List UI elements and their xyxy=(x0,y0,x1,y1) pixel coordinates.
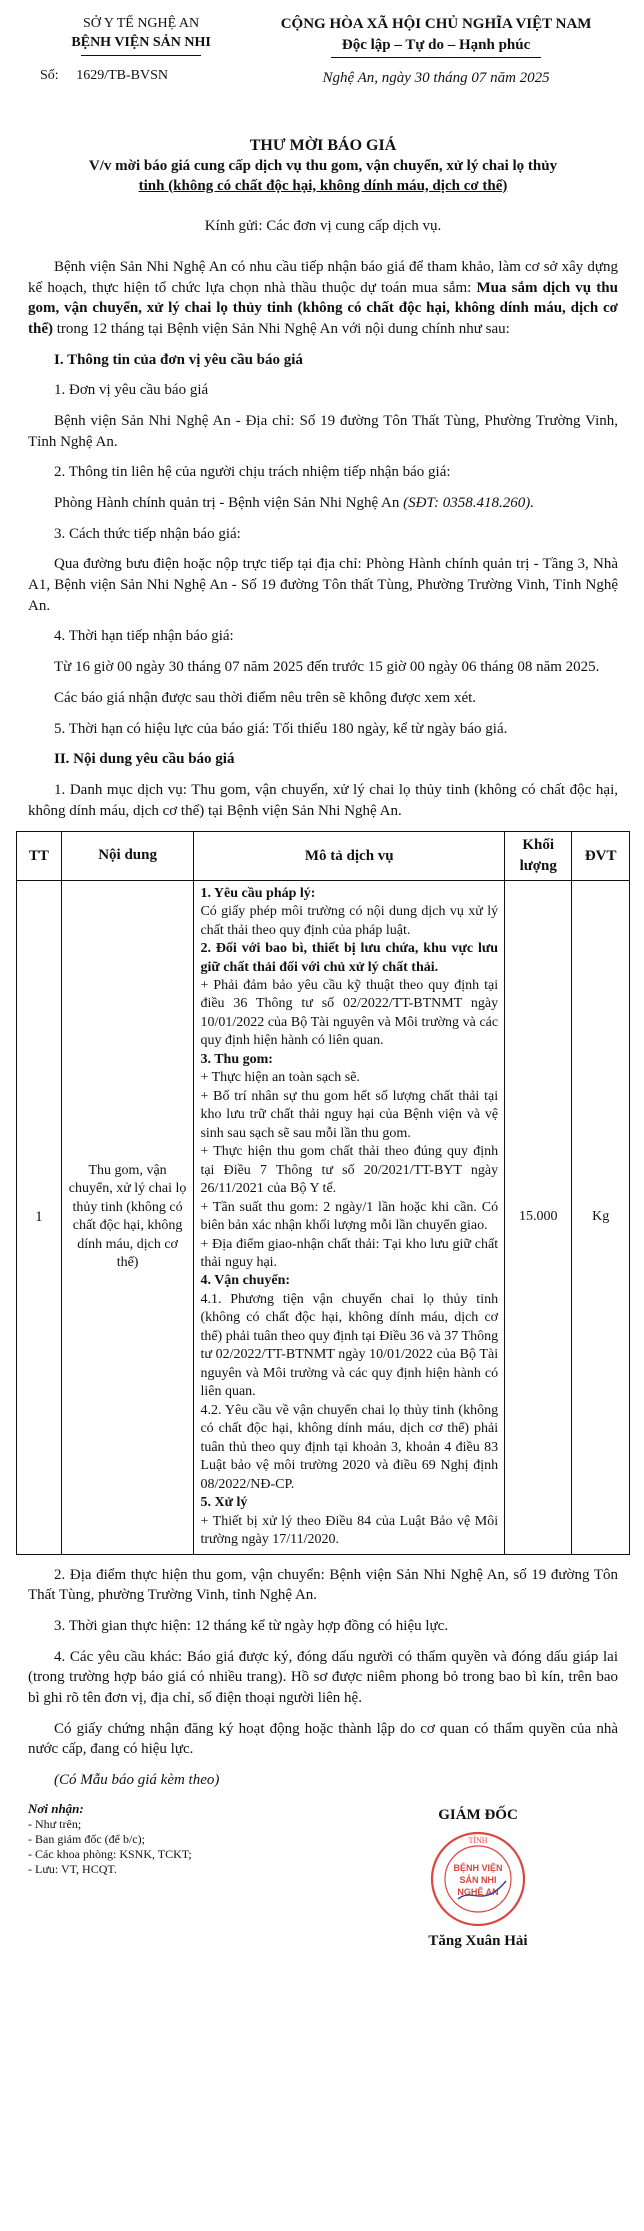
certificate-requirement: Có giấy chứng nhận đăng ký hoạt động hoặc thành lập do cơ quan có thẩm quyền của nhà nước cấp, đang có hiệu lực. xyxy=(28,1720,618,1758)
desc-collection-e: + Địa điểm giao-nhận chất thải: Tại kho lưu giữ chất thải nguy hại. xyxy=(200,1236,499,1271)
section-1-item-4-label: 4. Thời hạn tiếp nhận báo giá: xyxy=(54,628,234,645)
desc-heading-collection: 3. Thu gom: xyxy=(200,1051,273,1067)
header-content: Nội dung xyxy=(61,832,194,880)
section-2-item-4-text: 4. Các yêu cầu khác: Báo giá được ký, đóng dấu người có thẩm quyền và đóng dấu giáp lai (trong trường hợp báo giá có nhiều trang). Hồ sơ được niêm phong bỏ trong bao bì kín, trên bao bì ghi rõ tên đơn vị, địa chỉ, số điện thoại người liên hệ. xyxy=(28,1648,618,1706)
document-footer xyxy=(28,1801,618,1952)
header-description: Mô tả dịch vụ xyxy=(194,832,505,880)
desc-transport-b: 4.2. Yêu cầu về vận chuyển chai lọ thủy tinh (không có chất độc hại, không dính máu, dịch cơ thể) phải tuân thủ theo quy định tại khoản 3, khoản 4 điều 83 Luật bảo vệ môi trường 2020 và điều 69 Nghị định 08/2022/NĐ-CP. xyxy=(200,1402,499,1492)
intro-text-2: trong 12 tháng tại Bệnh viện Sản Nhi Nghệ An với nội dung chính như sau: xyxy=(53,320,510,337)
desc-collection-b: + Bố trí nhân sự thu gom hết số lượng chất thải tại kho lưu trữ chất thải nguy hại của Bệnh viện và vệ sinh sau sạch sẽ sau mỗi lần thu gom. xyxy=(200,1088,499,1141)
desc-treatment-text: + Thiết bị xử lý theo Điều 84 của Luật Bảo vệ Môi trường ngày 17/11/2020. xyxy=(200,1513,499,1548)
row-unit: Kg xyxy=(572,880,630,1554)
section-1-item-1-text: Bệnh viện Sản Nhi Nghệ An - Địa chỉ: Số 19 đường Tôn Thất Tùng, Phường Trường Vinh, Tỉnh Nghệ An. xyxy=(28,412,618,450)
national-motto: Độc lập – Tự do – Hạnh phúc xyxy=(341,36,531,53)
document-subject xyxy=(28,157,618,196)
recipient-item: - Các khoa phòng: KSNK, TCKT; xyxy=(28,1846,192,1861)
service-table xyxy=(16,831,630,1554)
section-1-item-2-label: 2. Thông tin liên hệ của người chịu trách nhiệm tiếp nhận báo giá: xyxy=(54,464,451,481)
contact-phone: (SĐT: 0358.418.260). xyxy=(403,495,534,512)
country-name: CỘNG HÒA XÃ HỘI CHỦ NGHĨA VIỆT NAM xyxy=(280,16,592,32)
section-2-item-3-text: 3. Thời gian thực hiện: 12 tháng kể từ ngày hợp đồng có hiệu lực. xyxy=(54,1617,449,1634)
table-row xyxy=(17,880,630,1554)
intro-paragraph xyxy=(28,257,618,340)
section-1-item-3-label: 3. Cách thức tiếp nhận báo giá: xyxy=(54,525,241,542)
row-quantity: 15.000 xyxy=(505,880,572,1554)
section-1-item-4-note: Các báo giá nhận được sau thời điểm nêu trên sẽ không được xem xét. xyxy=(54,689,477,706)
header-unit: ĐVT xyxy=(572,832,630,880)
recipient-item: - Như trên; xyxy=(28,1816,82,1831)
recipients-block xyxy=(28,1801,278,1952)
desc-packaging-text: + Phải đảm bảo yêu cầu kỹ thuật theo quy định tại điều 36 Thông tư số 02/2022/TT-BTNMT ngày 10/01/2022 của Bộ Tài nguyên và Môi trường và các quy định hiện hành có liên quan. xyxy=(200,977,499,1049)
section-1-item-5-text: 5. Thời hạn có hiệu lực của báo giá: Tối thiểu 180 ngày, kể từ ngày báo giá. xyxy=(54,720,508,737)
national-header xyxy=(254,14,618,89)
desc-collection-a: + Thực hiện an toàn sạch sẽ. xyxy=(200,1070,360,1086)
agency-underline xyxy=(81,55,201,56)
section-1-item-4-text: Từ 16 giờ 00 ngày 30 tháng 07 năm 2025 đến trước 15 giờ 00 ngày 06 tháng 08 năm 2025. xyxy=(54,659,600,676)
section-1-item-1-label: 1. Đơn vị yêu cầu báo giá xyxy=(54,382,209,399)
document-title: THƯ MỜI BÁO GIÁ xyxy=(249,137,397,155)
desc-heading-legal: 1. Yêu cầu pháp lý: xyxy=(200,885,316,901)
recipients-heading: Nơi nhận: xyxy=(28,1800,84,1816)
section-1-item-2-text xyxy=(28,493,618,514)
agency-parent: SỞ Y TẾ NGHỆ AN xyxy=(83,16,200,31)
agency-name: BỆNH VIỆN SẢN NHI xyxy=(71,35,211,51)
document-number-label: Số: xyxy=(40,67,59,83)
desc-legal-text: Có giấy phép môi trường có nội dung dịch vụ xử lý chất thải theo quy định của pháp luật. xyxy=(200,904,499,938)
recipient-item: - Lưu: VT, HCQT. xyxy=(28,1861,117,1876)
signer-role: GIÁM ĐỐC xyxy=(438,1806,518,1823)
header-tt: TT xyxy=(17,832,62,880)
subject-line-2: tinh (không có chất độc hại, không dính máu, dịch cơ thể) xyxy=(138,177,508,194)
section-1-heading: I. Thông tin của đơn vị yêu cầu báo giá xyxy=(54,351,303,368)
svg-text:TỈNH: TỈNH xyxy=(468,1836,488,1846)
header-quantity xyxy=(505,832,572,880)
header-quantity-line-2: lượng xyxy=(519,857,557,874)
section-2-item-1-text: 1. Danh mục dịch vụ: Thu gom, vận chuyển, xử lý chai lọ thủy tinh (không có chất độc hại, không dính máu, dịch cơ thể) tại Bệnh viện Sản Nhi Nghệ An. xyxy=(28,781,618,819)
signature-block xyxy=(338,1801,618,1952)
signer-name: Tăng Xuân Hải xyxy=(428,1933,528,1950)
desc-transport-a: 4.1. Phương tiện vận chuyển chai lọ thủy tinh (không có chất độc hại, không dính máu, dịch cơ thể) phải tuân theo quy định tại Điều 36 và 37 Thông tư 02/2022/TT-BTNMT ngày 10/01/2022 của Bộ Tài nguyên và Môi trường và các quy định hiện hành có liên quan. xyxy=(200,1291,499,1400)
section-2-heading: II. Nội dung yêu cầu báo giá xyxy=(54,751,235,768)
section-1-item-3-text: Qua đường bưu điện hoặc nộp trực tiếp tại địa chỉ: Phòng Hành chính quản trị - Tầng 3, Nhà A1, Bệnh viện Sản Nhi Nghệ An - Số 19 đường Tôn thất Tùng, Phường Trường Vinh, Tỉnh Nghệ An. xyxy=(28,556,618,614)
document-header xyxy=(28,14,618,89)
svg-text:BỆNH VIỆN: BỆNH VIỆN xyxy=(453,1863,503,1874)
document-number-value: 1629/TB-BVSN xyxy=(76,67,168,83)
desc-heading-treatment: 5. Xử lý xyxy=(200,1495,248,1511)
recipient-item: - Ban giám đốc (để b/c); xyxy=(28,1831,145,1846)
greeting: Kính gửi: Các đơn vị cung cấp dịch vụ. xyxy=(204,218,442,235)
official-seal xyxy=(428,1829,528,1929)
contact-department: Phòng Hành chính quản trị - Bệnh viện Sản Nhi Nghệ An xyxy=(54,495,404,512)
place-and-date: Nghệ An, ngày 30 tháng 07 năm 2025 xyxy=(322,70,550,87)
motto-underline xyxy=(331,57,541,58)
svg-text:NGHỆ AN: NGHỆ AN xyxy=(457,1887,499,1898)
desc-heading-packaging: 2. Đối với bao bì, thiết bị lưu chứa, khu vực lưu giữ chất thải đối với chủ xử lý chất thải. xyxy=(200,941,499,975)
header-quantity-line-1: Khối xyxy=(522,837,555,854)
desc-collection-d: + Tần suất thu gom: 2 ngày/1 lần hoặc khi cần. Có biên bản xác nhận khối lượng mỗi lần chuyển giao. xyxy=(200,1199,499,1234)
document-number xyxy=(28,66,254,85)
attachment-note: (Có Mẫu báo giá kèm theo) xyxy=(54,1772,220,1789)
row-tt: 1 xyxy=(17,880,62,1554)
intro-text-1: Bệnh viện Sản Nhi Nghệ An có nhu cầu tiếp nhận báo giá để tham khảo, làm cơ sở xây dựng kế hoạch, thực hiện tổ chức lựa chọn nhà thầu thuộc dự toán mua sắm: xyxy=(28,258,618,296)
table-header-row xyxy=(17,832,630,880)
issuing-agency xyxy=(28,14,254,89)
section-2-item-2-text: 2. Địa điểm thực hiện thu gom, vận chuyển: Bệnh viện Sản Nhi Nghệ An, số 19 đường Tôn Thất Tùng, phường Trường Vinh, tỉnh Nghệ An. xyxy=(28,1566,618,1604)
seal-graphic xyxy=(428,1829,528,1929)
intro-procurement-name: Mua sắm dịch vụ thu gom, vận chuyển, xử lý chai lọ thủy tinh (không có chất độc hại, không dính máu, dịch cơ thể) xyxy=(28,279,618,337)
desc-heading-transport: 4. Vận chuyển: xyxy=(200,1273,291,1289)
svg-text:SẢN NHI: SẢN NHI xyxy=(459,1875,497,1886)
row-content: Thu gom, vận chuyển, xử lý chai lọ thủy tinh (không có chất độc hại, không dính máu, dịch cơ thể) xyxy=(61,880,194,1554)
desc-collection-c: + Thực hiện thu gom chất thải theo đúng quy định tại Điều 7 Thông tư số 20/2021/TT-BYT ngày 26/11/2021 của Bộ Y tế. xyxy=(200,1144,499,1197)
subject-line-1: V/v mời báo giá cung cấp dịch vụ thu gom, vận chuyển, xử lý chai lọ thủy xyxy=(88,158,558,175)
row-description xyxy=(194,880,505,1554)
